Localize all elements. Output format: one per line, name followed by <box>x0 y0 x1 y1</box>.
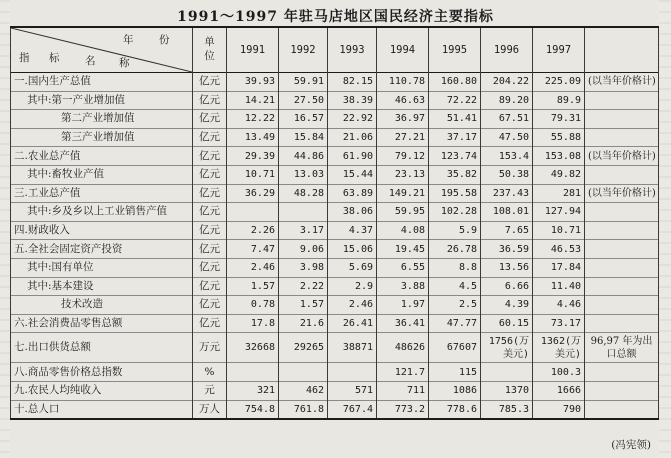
value-cell: 121.7 <box>377 363 429 382</box>
value-cell: 46.63 <box>377 91 429 110</box>
value-cell: 2.9 <box>328 277 377 296</box>
value-cell: 72.22 <box>429 91 481 110</box>
value-cell <box>279 363 328 382</box>
value-cell: 3.88 <box>377 277 429 296</box>
value-cell: 23.13 <box>377 165 429 184</box>
table-row <box>11 128 659 147</box>
row-label: 其中:国有单位 <box>11 258 193 277</box>
value-cell: 225.09 <box>533 73 585 92</box>
value-cell <box>481 363 533 382</box>
header-year: 1994 <box>377 27 429 73</box>
value-cell: 73.17 <box>533 314 585 333</box>
header-year: 1992 <box>279 27 328 73</box>
value-cell: 67.51 <box>481 110 533 129</box>
page-title: 1991～1997 年驻马店地区国民经济主要指标 <box>177 9 494 25</box>
table-row <box>11 258 659 277</box>
value-cell: 47.77 <box>429 314 481 333</box>
value-cell: 711 <box>377 381 429 400</box>
value-cell: 13.03 <box>279 165 328 184</box>
row-note <box>585 91 659 110</box>
row-unit: 亿元 <box>193 314 227 333</box>
row-unit: 亿元 <box>193 128 227 147</box>
value-cell: 149.21 <box>377 184 429 203</box>
value-cell: 4.08 <box>377 221 429 240</box>
value-cell: 754.8 <box>227 400 279 419</box>
table-row <box>11 277 659 296</box>
value-cell: 571 <box>328 381 377 400</box>
value-cell: 15.44 <box>328 165 377 184</box>
value-cell: 22.92 <box>328 110 377 129</box>
diagonal-header-cell <box>11 27 193 73</box>
row-label: 七.出口供货总额 <box>11 333 193 363</box>
value-cell: 17.84 <box>533 258 585 277</box>
value-cell: 17.8 <box>227 314 279 333</box>
row-unit: 亿元 <box>193 73 227 92</box>
value-cell: 1370 <box>481 381 533 400</box>
table-row <box>11 221 659 240</box>
row-label: 一.国内生产总值 <box>11 73 193 92</box>
value-cell: 102.28 <box>429 203 481 222</box>
row-note <box>585 240 659 259</box>
value-cell: 4.5 <box>429 277 481 296</box>
value-cell: 115 <box>429 363 481 382</box>
value-cell: 27.21 <box>377 128 429 147</box>
row-unit: 万人 <box>193 400 227 419</box>
value-cell: 6.66 <box>481 277 533 296</box>
value-cell: 38871 <box>328 333 377 363</box>
value-cell <box>328 363 377 382</box>
value-cell: 321 <box>227 381 279 400</box>
value-cell: 36.59 <box>481 240 533 259</box>
row-unit: 亿元 <box>193 203 227 222</box>
value-cell: 32668 <box>227 333 279 363</box>
value-cell: 48626 <box>377 333 429 363</box>
row-unit: 亿元 <box>193 147 227 166</box>
value-cell: 21.6 <box>279 314 328 333</box>
value-cell: 38.39 <box>328 91 377 110</box>
table-row <box>11 314 659 333</box>
table-row <box>11 165 659 184</box>
row-note <box>585 363 659 382</box>
value-cell: 7.47 <box>227 240 279 259</box>
value-cell: 26.78 <box>429 240 481 259</box>
value-cell: 0.78 <box>227 296 279 315</box>
author-credit: (冯宪领) <box>611 439 651 451</box>
value-cell: 36.97 <box>377 110 429 129</box>
indicator-table <box>10 26 659 420</box>
table-row <box>11 333 659 363</box>
value-cell: 59.95 <box>377 203 429 222</box>
row-note <box>585 165 659 184</box>
table-row <box>11 73 659 92</box>
value-cell: 462 <box>279 381 328 400</box>
value-cell: 16.57 <box>279 110 328 129</box>
row-unit: 亿元 <box>193 221 227 240</box>
value-cell: 767.4 <box>328 400 377 419</box>
row-unit: 万元 <box>193 333 227 363</box>
value-cell: 790 <box>533 400 585 419</box>
value-cell: 1362(万美元) <box>533 333 585 363</box>
row-label: 其中:畜牧业产值 <box>11 165 193 184</box>
row-note <box>585 277 659 296</box>
value-cell: 55.88 <box>533 128 585 147</box>
table-row <box>11 363 659 382</box>
value-cell: 195.58 <box>429 184 481 203</box>
value-cell: 4.39 <box>481 296 533 315</box>
row-note <box>585 381 659 400</box>
row-label: 第三产业增加值 <box>11 128 193 147</box>
value-cell: 82.15 <box>328 73 377 92</box>
table-row <box>11 147 659 166</box>
value-cell: 79.12 <box>377 147 429 166</box>
table-row <box>11 296 659 315</box>
header-nian: 年 <box>123 34 134 46</box>
value-cell: 79.31 <box>533 110 585 129</box>
left-page-bleed <box>0 0 10 458</box>
value-cell: 8.8 <box>429 258 481 277</box>
value-cell: 13.49 <box>227 128 279 147</box>
row-note <box>585 128 659 147</box>
table-row <box>11 203 659 222</box>
value-cell: 46.53 <box>533 240 585 259</box>
header-year: 1997 <box>533 27 585 73</box>
value-cell: 1.57 <box>279 296 328 315</box>
value-cell: 21.06 <box>328 128 377 147</box>
value-cell: 204.22 <box>481 73 533 92</box>
value-cell: 48.28 <box>279 184 328 203</box>
value-cell: 4.37 <box>328 221 377 240</box>
header-ming: 名 <box>85 55 96 67</box>
table-body <box>11 73 659 420</box>
value-cell: 63.89 <box>328 184 377 203</box>
value-cell: 1.57 <box>227 277 279 296</box>
row-label: 第二产业增加值 <box>11 110 193 129</box>
row-unit: 亿元 <box>193 91 227 110</box>
row-unit: % <box>193 363 227 382</box>
row-label: 五.全社会固定资产投资 <box>11 240 193 259</box>
value-cell: 61.90 <box>328 147 377 166</box>
row-note <box>585 203 659 222</box>
header-year: 1993 <box>328 27 377 73</box>
header-year: 1996 <box>481 27 533 73</box>
value-cell: 9.06 <box>279 240 328 259</box>
value-cell: 29265 <box>279 333 328 363</box>
value-cell: 60.15 <box>481 314 533 333</box>
header-biao: 标 <box>49 52 60 64</box>
value-cell: 2.22 <box>279 277 328 296</box>
value-cell: 38.06 <box>328 203 377 222</box>
row-unit: 亿元 <box>193 277 227 296</box>
value-cell: 15.06 <box>328 240 377 259</box>
row-unit: 亿元 <box>193 110 227 129</box>
header-cheng: 称 <box>119 57 130 69</box>
table-row <box>11 91 659 110</box>
row-note: (以当年价格计) <box>585 184 659 203</box>
value-cell: 281 <box>533 184 585 203</box>
value-cell: 6.55 <box>377 258 429 277</box>
value-cell: 778.6 <box>429 400 481 419</box>
row-label: 十.总人口 <box>11 400 193 419</box>
value-cell: 127.94 <box>533 203 585 222</box>
value-cell: 160.80 <box>429 73 481 92</box>
row-label: 八.商品零售价格总指数 <box>11 363 193 382</box>
row-label: 四.财政收入 <box>11 221 193 240</box>
value-cell: 2.5 <box>429 296 481 315</box>
value-cell: 3.98 <box>279 258 328 277</box>
row-note <box>585 314 659 333</box>
value-cell: 89.9 <box>533 91 585 110</box>
value-cell: 59.91 <box>279 73 328 92</box>
value-cell: 49.82 <box>533 165 585 184</box>
value-cell: 35.82 <box>429 165 481 184</box>
value-cell: 110.78 <box>377 73 429 92</box>
value-cell: 1.97 <box>377 296 429 315</box>
row-unit: 亿元 <box>193 240 227 259</box>
row-note <box>585 296 659 315</box>
row-label: 其中:第一产业增加值 <box>11 91 193 110</box>
row-note <box>585 400 659 419</box>
value-cell: 2.26 <box>227 221 279 240</box>
value-cell: 89.20 <box>481 91 533 110</box>
value-cell: 29.39 <box>227 147 279 166</box>
value-cell: 19.45 <box>377 240 429 259</box>
header-note <box>585 27 659 73</box>
value-cell: 1086 <box>429 381 481 400</box>
header-unit: 单 位 <box>193 27 227 73</box>
table-row <box>11 400 659 419</box>
value-cell: 37.17 <box>429 128 481 147</box>
value-cell: 26.41 <box>328 314 377 333</box>
row-note <box>585 258 659 277</box>
row-label: 技术改造 <box>11 296 193 315</box>
row-unit: 亿元 <box>193 296 227 315</box>
value-cell: 1756(万美元) <box>481 333 533 363</box>
value-cell: 14.21 <box>227 91 279 110</box>
value-cell: 1666 <box>533 381 585 400</box>
row-label: 二.农业总产值 <box>11 147 193 166</box>
value-cell <box>279 203 328 222</box>
value-cell: 2.46 <box>328 296 377 315</box>
row-note: 96,97 年为出口总额 <box>585 333 659 363</box>
value-cell: 2.46 <box>227 258 279 277</box>
value-cell: 5.69 <box>328 258 377 277</box>
value-cell: 67607 <box>429 333 481 363</box>
value-cell: 36.29 <box>227 184 279 203</box>
table-header-row <box>11 27 659 73</box>
header-zhi: 指 <box>19 52 30 64</box>
row-unit: 元 <box>193 381 227 400</box>
row-label: 其中:乡及乡以上工业销售产值 <box>11 203 193 222</box>
row-note: (以当年价格计) <box>585 73 659 92</box>
row-label: 其中:基本建设 <box>11 277 193 296</box>
value-cell: 4.46 <box>533 296 585 315</box>
value-cell: 3.17 <box>279 221 328 240</box>
table-row <box>11 240 659 259</box>
value-cell: 47.50 <box>481 128 533 147</box>
value-cell: 10.71 <box>533 221 585 240</box>
row-unit: 亿元 <box>193 165 227 184</box>
table-row <box>11 381 659 400</box>
value-cell: 153.08 <box>533 147 585 166</box>
value-cell: 51.41 <box>429 110 481 129</box>
value-cell: 108.01 <box>481 203 533 222</box>
row-unit: 亿元 <box>193 184 227 203</box>
value-cell: 50.38 <box>481 165 533 184</box>
value-cell: 13.56 <box>481 258 533 277</box>
value-cell: 44.86 <box>279 147 328 166</box>
row-label: 三.工业总产值 <box>11 184 193 203</box>
right-page-bleed <box>659 0 671 458</box>
value-cell: 5.9 <box>429 221 481 240</box>
value-cell <box>227 203 279 222</box>
header-fen: 份 <box>159 34 170 46</box>
row-unit: 亿元 <box>193 258 227 277</box>
row-note: (以当年价格计) <box>585 147 659 166</box>
value-cell: 10.71 <box>227 165 279 184</box>
value-cell: 237.43 <box>481 184 533 203</box>
table-row <box>11 184 659 203</box>
value-cell: 11.40 <box>533 277 585 296</box>
value-cell: 12.22 <box>227 110 279 129</box>
value-cell: 27.50 <box>279 91 328 110</box>
value-cell: 153.4 <box>481 147 533 166</box>
value-cell: 15.84 <box>279 128 328 147</box>
value-cell: 761.8 <box>279 400 328 419</box>
value-cell: 785.3 <box>481 400 533 419</box>
value-cell: 123.74 <box>429 147 481 166</box>
value-cell: 100.3 <box>533 363 585 382</box>
value-cell <box>227 363 279 382</box>
header-year: 1991 <box>227 27 279 73</box>
row-note <box>585 221 659 240</box>
value-cell: 36.41 <box>377 314 429 333</box>
value-cell: 7.65 <box>481 221 533 240</box>
value-cell: 773.2 <box>377 400 429 419</box>
table-row <box>11 110 659 129</box>
row-note <box>585 110 659 129</box>
value-cell: 39.93 <box>227 73 279 92</box>
row-label: 六.社会消费品零售总额 <box>11 314 193 333</box>
row-label: 九.农民人均纯收入 <box>11 381 193 400</box>
header-year: 1995 <box>429 27 481 73</box>
